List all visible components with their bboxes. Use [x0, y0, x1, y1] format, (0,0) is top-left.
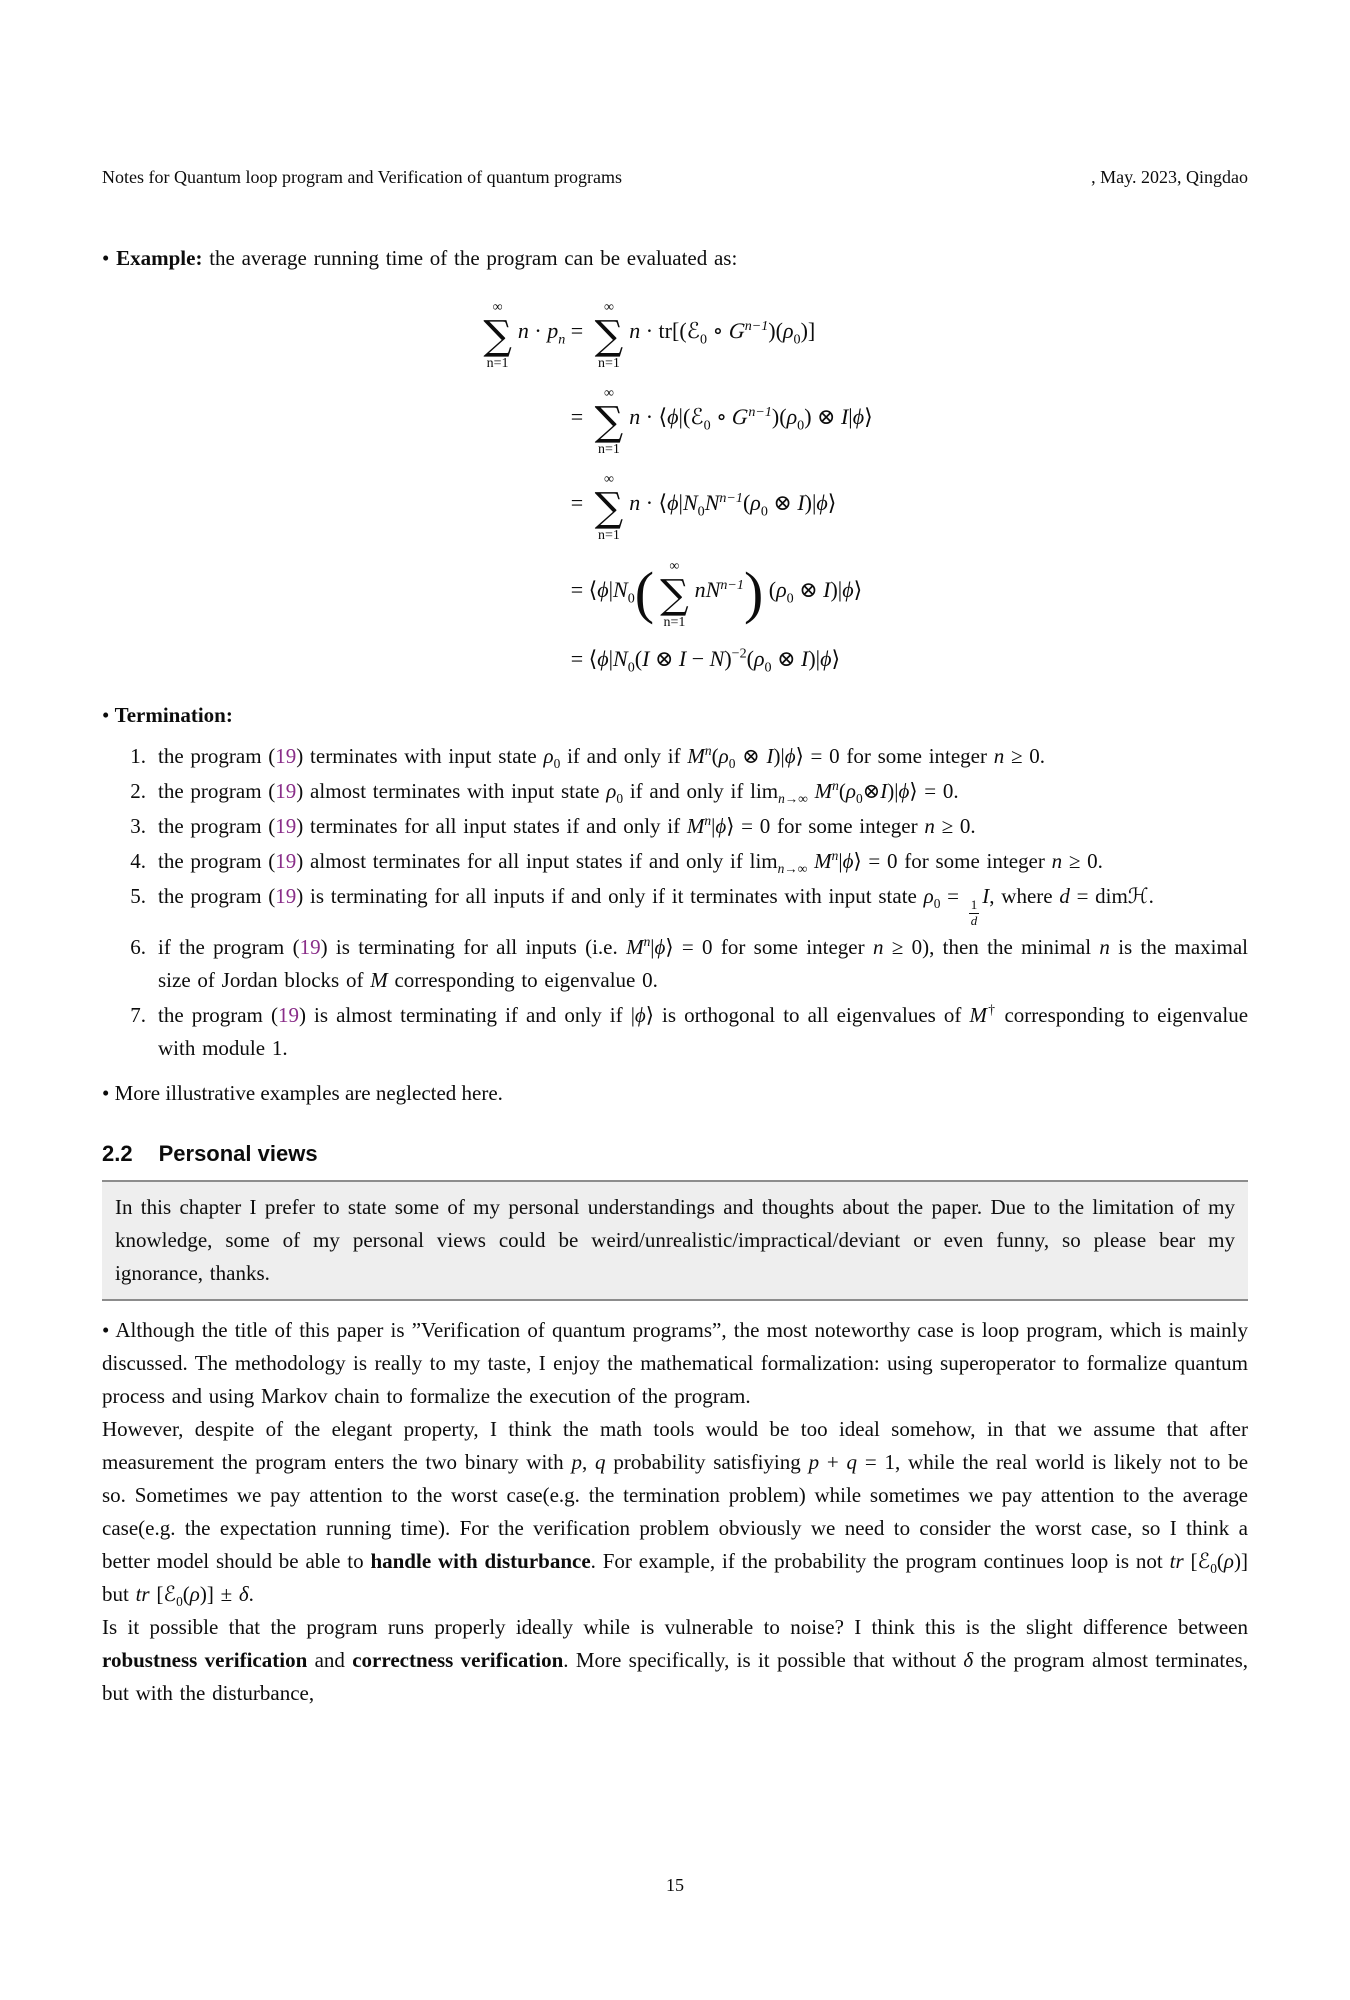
termination-item-3 [114, 810, 1248, 843]
ref-link[interactable]: 19 [275, 848, 297, 873]
item-text: the program (19) terminates for all input states if and only if $M^n|\phi⟩ = 0$ for some integer n ≥ 0. [158, 812, 976, 838]
equation-line-3-rhs: = ∞ ∑ n=1 $n \cdot ⟨\phi|N_0N^{n-1}(\rho_0$ ⊗ I)|ϕ⟩ [570, 472, 837, 544]
termination-item-5 [114, 880, 1248, 929]
header-title: Notes for Quantum loop program and Verification of quantum programs [102, 167, 623, 187]
item-number: 7. [130, 1002, 146, 1027]
more-examples-line: • More illustrative examples are neglected here. [102, 1080, 503, 1105]
equation-block [477, 297, 872, 675]
termination-item-2 [114, 775, 1248, 808]
equation-line-1-lhs: ∞ ∑ n=1 $n \cdot p_n$ [483, 300, 566, 372]
summation-symbol: ∞ ∑ n=1 [594, 472, 624, 544]
item-text: the program (19) almost terminates with input state $\rho_0$ if and only if $\lim_{n\to\infty}$ $M^n(\rho_0\otimes I)|\phi⟩ = 0$. [158, 777, 959, 806]
summation-symbol: ∞ ∑ n=1 [594, 300, 624, 372]
item-text: if the program (19) is terminating for all inputs (i.e. $M^n|\phi⟩ = 0$ for some integer n ≥ 0), then the minimal n is the maximal size of Jordan blocks of M corresponding to eigenvalue 0. [158, 933, 1248, 992]
ref-link[interactable]: 19 [275, 778, 297, 803]
termination-list [102, 740, 1248, 1065]
page-number: 15 [666, 1875, 684, 1895]
item-number: 2. [130, 778, 146, 803]
discussion-paragraph: Is it possible that the program runs properly ideally while is vulnerable to noise? I think this is the slight difference between robustness verification and correctness verification. More specifically, is it possible that without δ the program almost terminates, but with the disturbance, [102, 1614, 1248, 1705]
ref-link[interactable]: 19 [275, 743, 297, 768]
item-text: the program (19) is almost terminating if and only if |ϕ⟩ is orthogonal to all eigenvalues of M† corresponding to eigenvalue with module 1. [158, 1001, 1249, 1060]
equation-line-4-rhs: = $⟨\phi|N_0$( ∞ ∑ n=1 $nN^{n-1}$) ($\rho_0$ ⊗ I)|ϕ⟩ [570, 558, 863, 630]
item-number: 5. [130, 883, 146, 908]
summation-symbol: ∞ ∑ n=1 [483, 300, 512, 372]
termination-item-1 [114, 740, 1248, 773]
ref-link[interactable]: 19 [277, 1002, 299, 1027]
section-heading [102, 1140, 1248, 1168]
equation-line-5-rhs: = $⟨\phi|N_0(I$ ⊗ $I - N)^{-2}(\rho_0$ ⊗ I)|ϕ⟩ [570, 645, 841, 676]
discussion-block [102, 1314, 1248, 1710]
header-date: , May. 2023, Qingdao [1091, 167, 1248, 187]
termination-bullet-line: • Termination: [102, 702, 233, 727]
summation-symbol: ∞ ∑ n=1 [594, 386, 624, 458]
item-text: the program (19) terminates with input state $\rho_0$ if and only if $M^n(\rho_0$ ⊗ I)|ϕ⟩ = 0 for some integer n ≥ 0. [158, 742, 1046, 771]
item-number: 1. [130, 743, 146, 768]
ref-link[interactable]: 19 [275, 813, 297, 838]
fraction: $\frac{1}{d}$ [970, 896, 978, 928]
item-number: 4. [130, 848, 146, 873]
equation-line-2-rhs: = ∞ ∑ n=1 n · ⟨ϕ|(ℰ$_0$ ∘ $G^{n-1})(\rho_0)$ ⊗ I|ϕ⟩ [570, 386, 873, 458]
discussion-paragraph: However, despite of the elegant property, I think the math tools would be too ideal somehow, in that we assume that after measurement the program enters the two binary with p, q probability satisfiying p + q = 1, while the real world is likely not to be so. Sometimes we pay attention to the worst case(e.g. the termination problem) while sometimes we pay attention to the average case(e.g. the expectation running time). For the verification problem obviously we need to consider the worst case, so I think a better model should be able to handle with disturbance. For example, if the probability the program continues loop is not tr [ℰ$_0$(ρ)] but tr [ℰ$_0$(ρ)] ± δ. [102, 1416, 1249, 1609]
summation-symbol: ∞ ∑ n=1 [660, 558, 689, 630]
personal-note-box: In this chapter I prefer to state some of my personal understandings and thoughts about the paper. Due to the limitation of my knowledge, some of my personal views could be weird/unrealistic/impractical/deviant or even funny, so please bear my ignorance, thanks. [102, 1180, 1248, 1301]
item-text: the program (19) almost terminates for all input states if and only if $\lim_{n\to\infty}$ $M^n|\phi⟩ = 0$ for some integer n ≥ 0. [158, 847, 1103, 876]
ref-link[interactable]: 19 [299, 934, 321, 959]
example-bullet-line: • Example: the average running time of the program can be evaluated as: [102, 246, 738, 270]
termination-item-4 [114, 845, 1248, 878]
ref-link[interactable]: 19 [275, 883, 297, 908]
item-number: 3. [130, 813, 146, 838]
item-number: 6. [130, 934, 146, 959]
section-number: 2.2 [102, 1140, 133, 1166]
termination-item-7 [114, 999, 1248, 1065]
section-title: Personal views [158, 1140, 318, 1166]
running-header [102, 166, 1248, 188]
termination-item-6 [114, 931, 1248, 997]
item-text: the program (19) is terminating for all inputs if and only if it terminates with input state $\rho_0$ = $\frac{1}{d}$ I, where d = dimℋ. [158, 883, 1154, 928]
equation-line-1-rhs: = ∞ ∑ n=1 n · tr[(ℰ$_0$ ∘ $G^{n-1})(\rho_0)$] [570, 300, 816, 372]
discussion-paragraph: • Although the title of this paper is ”Verification of quantum programs”, the most noteworthy case is loop program, which is mainly discussed. The methodology is really to my taste, I enjoy the mathematical formalization: using superoperator to formalize quantum process and using Markov chain to formalize the execution of the program. [102, 1317, 1248, 1408]
